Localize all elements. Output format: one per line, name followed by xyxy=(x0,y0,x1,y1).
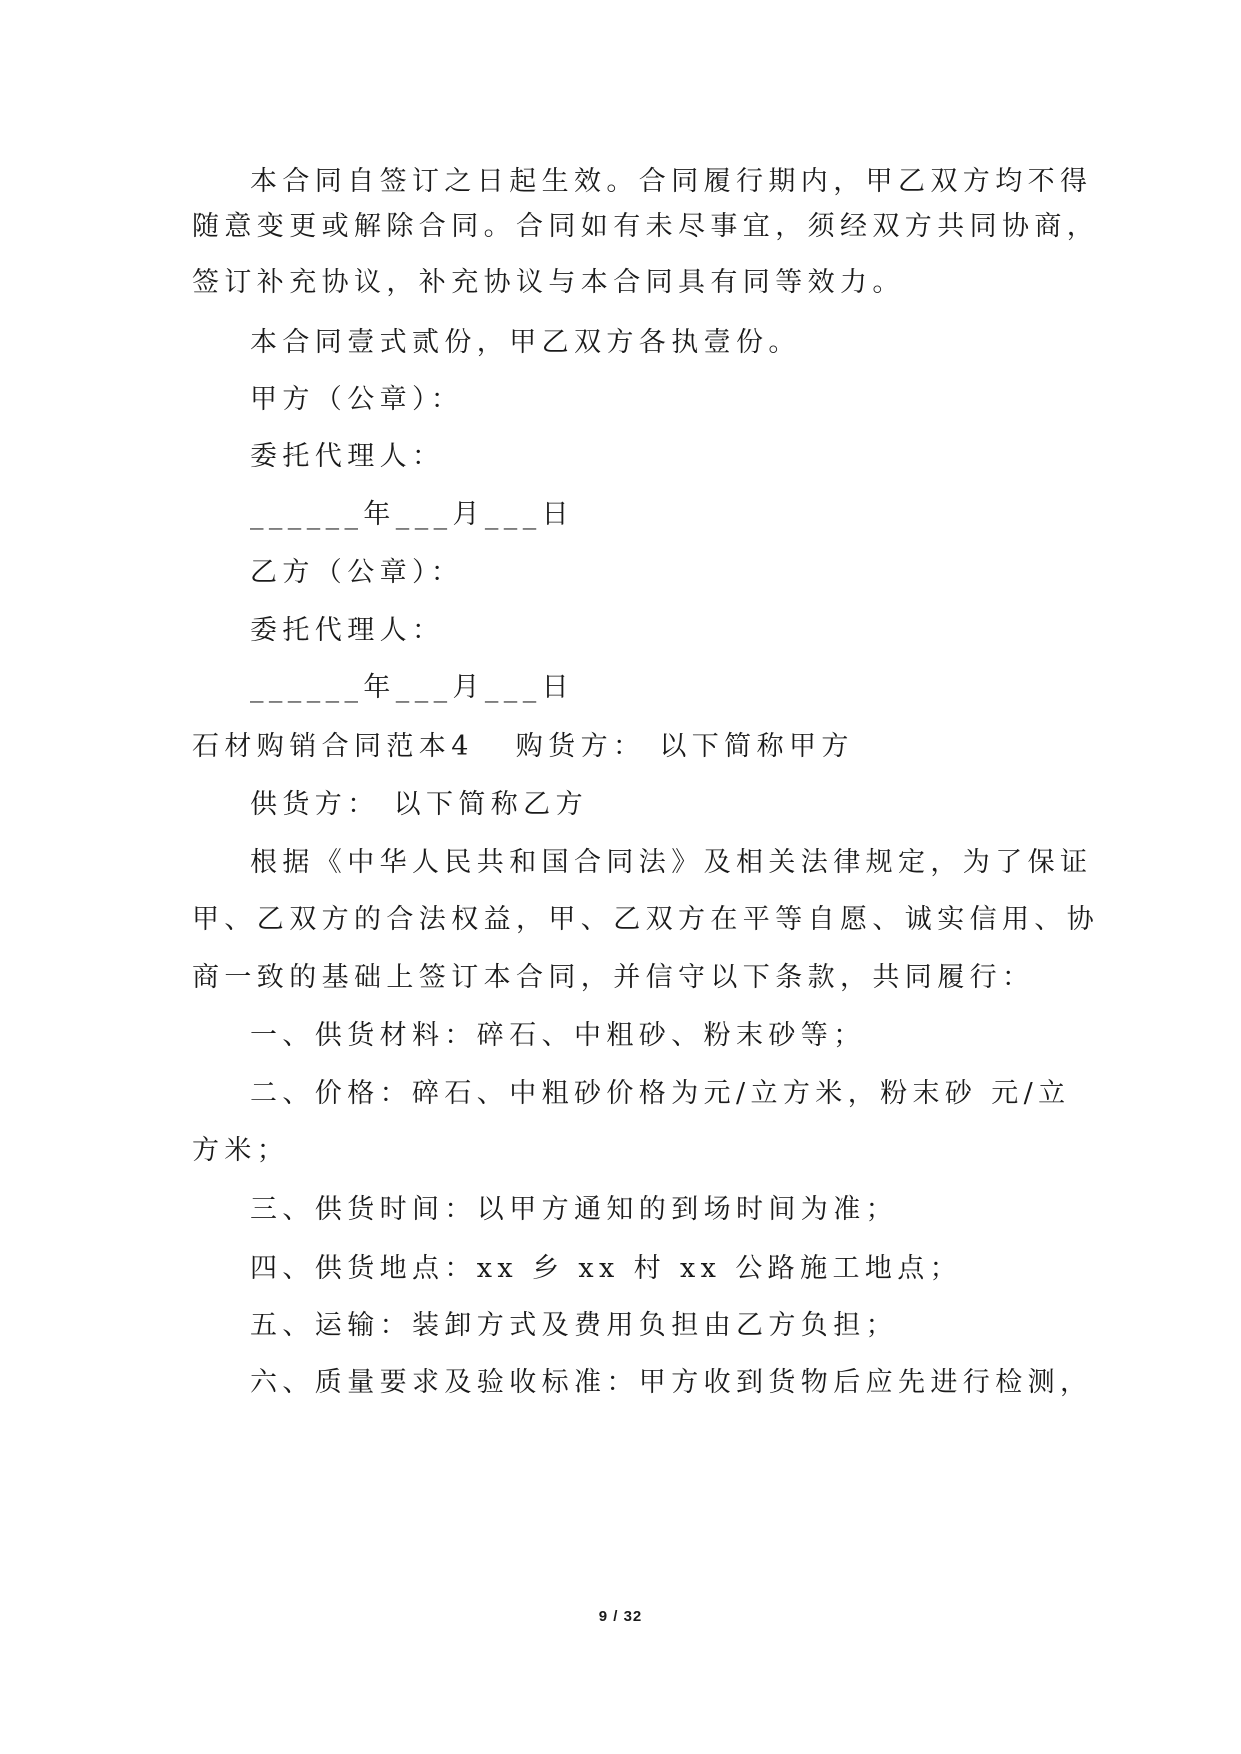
buyer-label: 购货方： 以下简称甲方 xyxy=(515,731,854,762)
party-a-seal-label: 甲方（公章）： xyxy=(250,384,464,415)
paragraph-line: 本合同壹式贰份，甲乙双方各执壹份。 xyxy=(250,327,801,358)
paragraph-line: 甲、乙双方的合法权益，甲、乙双方在平等自愿、诚实信用、协 xyxy=(192,904,1100,935)
paragraph-line: 商一致的基础上签订本合同，并信守以下条款，共同履行： xyxy=(192,962,1035,993)
clause-line: 方米； xyxy=(192,1135,290,1166)
paragraph-line: 本合同自签订之日起生效。合同履行期内，甲乙双方均不得 xyxy=(250,166,1093,197)
contract-title: 石材购销合同范本4 xyxy=(192,731,474,762)
clause-line: 六、质量要求及验收标准：甲方收到货物后应先进行检测， xyxy=(250,1367,1093,1398)
paragraph-line: 随意变更或解除合同。合同如有未尽事宜，须经双方共同协商， xyxy=(192,211,1100,242)
paragraph-line: 签订补充协议，补充协议与本合同具有同等效力。 xyxy=(192,267,905,298)
page-number: 9 / 32 xyxy=(598,1608,643,1625)
clause-line: 三、供货时间：以甲方通知的到场时间为准； xyxy=(250,1194,898,1225)
party-a-agent-label: 委托代理人： xyxy=(250,441,445,472)
clause-line: 四、供货地点：xx 乡 xx 村 xx 公路施工地点； xyxy=(250,1253,963,1284)
party-b-seal-label: 乙方（公章）： xyxy=(250,557,464,588)
clause-line: 五、运输：装卸方式及费用负担由乙方负担； xyxy=(250,1310,898,1341)
supplier-label: 供货方： 以下简称乙方 xyxy=(250,789,588,820)
clause-line: 二、价格：碎石、中粗砂价格为元/立方米，粉末砂 元/立 xyxy=(250,1078,1071,1109)
paragraph-line: 根据《中华人民共和国合同法》及相关法律规定，为了保证 xyxy=(250,847,1093,878)
clause-line: 一、供货材料：碎石、中粗砂、粉末砂等； xyxy=(250,1020,866,1051)
party-b-date-line: ______年___月___日 xyxy=(250,672,574,703)
contract-heading-line xyxy=(192,727,854,767)
party-b-agent-label: 委托代理人： xyxy=(250,615,445,646)
party-a-date-line: ______年___月___日 xyxy=(250,499,574,530)
